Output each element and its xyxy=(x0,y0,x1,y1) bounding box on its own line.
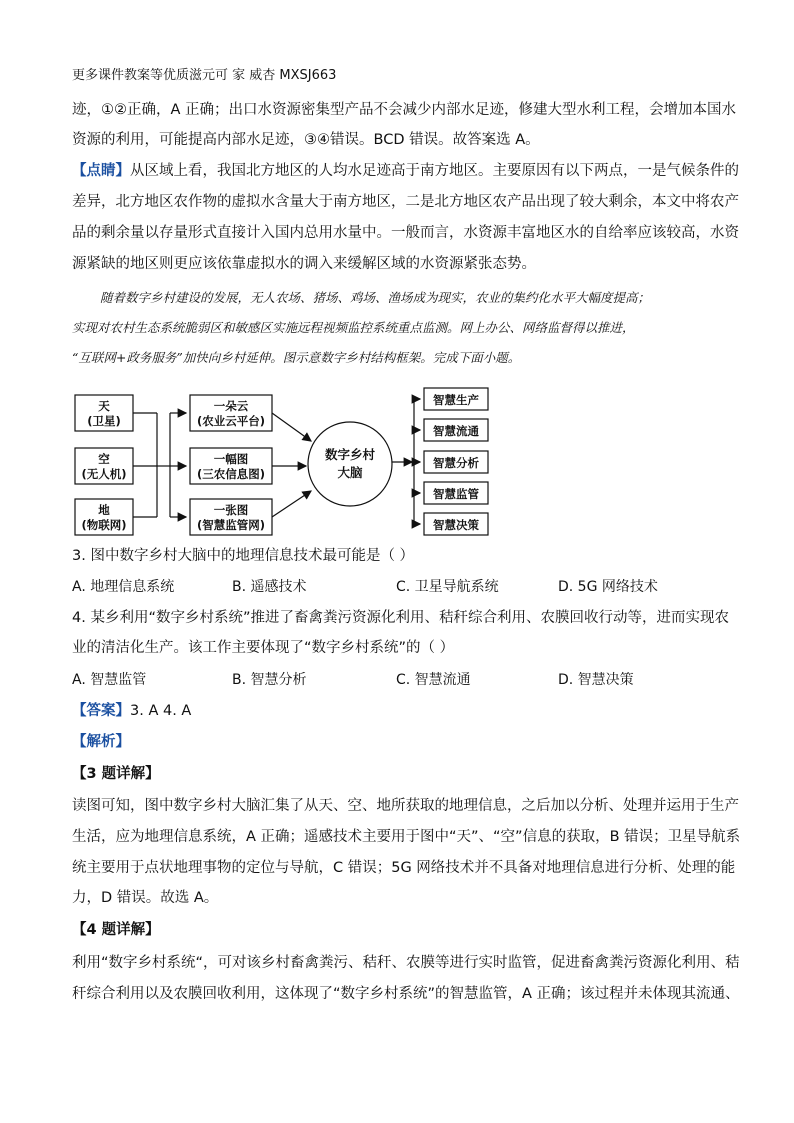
question-4-option: A. 智慧监管 xyxy=(72,672,147,688)
output-label: 智慧决策 xyxy=(433,518,479,532)
source-name: 地 xyxy=(98,503,110,517)
paragraph-line: 源紧缺的地区则更应该依靠虚拟水的调入来缓解区域的水资源紧张态势。 xyxy=(72,256,536,272)
paragraph-line: 迹，①②正确，A 正确；出口水资源密集型产品不会减少内部水足迹，修建大型水利工程，会增加本国水 xyxy=(72,102,737,118)
paragraph-line: 品的剩余量以存量形式直接计入国内总用水量中。一般而言，水资源丰富地区水的自给率应该较高，水资 xyxy=(72,225,739,241)
detail-3-title: 【3 题详解】 xyxy=(72,766,160,782)
output-label: 智慧流通 xyxy=(433,424,479,438)
middle-sub: (三农信息图) xyxy=(196,467,266,481)
structure-diagram xyxy=(0,383,794,543)
output-label: 智慧分析 xyxy=(433,456,479,470)
page-header: 更多课件教案等优质滋元可 家 威杏 MXSJ663 xyxy=(72,68,337,83)
detail-4-title: 【4 题详解】 xyxy=(72,922,160,938)
question-4-option: C. 智慧流通 xyxy=(396,672,471,688)
source-sub: (物联网) xyxy=(81,518,127,532)
source-sub: (无人机) xyxy=(81,467,127,481)
paragraph-line: 秆综合利用以及农膜回收利用，这体现了“数字乡村系统”的智慧监管，A 正确；该过程并未体现其流通、 xyxy=(72,986,740,1002)
intro-line: 随着数字乡村建设的发展，无人农场、猪场、鸡场、渔场成为现实，农业的集约化水平大幅度提高； xyxy=(100,290,651,305)
question-4-stem: 4. 某乡利用“数字乡村系统”推进了畜禽粪污资源化利用、秸秆综合利用、农膜回收行动等，进而实现农 xyxy=(72,610,729,626)
answer-text: 3. A 4. A xyxy=(130,703,192,719)
question-3-option: C. 卫星导航系统 xyxy=(396,579,499,595)
paragraph-line: 统主要用于点状地理事物的定位与导航，C 错误；5G 网络技术并不具备对地理信息进行分析、处理的能 xyxy=(72,860,736,876)
middle-name: 一幅图 xyxy=(213,452,249,466)
middle-sub: (智慧监管网) xyxy=(196,518,266,532)
paragraph-line: 读图可知，图中数字乡村大脑汇集了从天、空、地所获取的地理信息，之后加以分析、处理并运用于生产 xyxy=(72,798,739,814)
middle-name: 一朵云 xyxy=(213,399,249,413)
brain-label: 数字乡村 xyxy=(324,447,376,462)
brain-circle xyxy=(308,422,392,506)
brain-label: 大脑 xyxy=(337,465,363,480)
question-3-stem: 3. 图中数字乡村大脑中的地理信息技术最可能是（ ） xyxy=(72,548,415,564)
dianjing-text: 从区域上看，我国北方地区的人均水足迹高于南方地区。主要原因有以下两点，一是气候条件的 xyxy=(130,163,739,179)
question-3-option: B. 遥感技术 xyxy=(232,579,307,595)
dianjing-label: 【点睛】 xyxy=(72,163,130,179)
paragraph-line: 生活，应为地理信息系统，A 正确；遥感技术主要用于图中“天”、“空”信息的获取，B 错误；卫星导航系 xyxy=(72,829,741,845)
question-3-option: D. 5G 网络技术 xyxy=(558,579,658,595)
paragraph-line: 力，D 错误。故选 A。 xyxy=(72,890,219,906)
middle-name: 一张图 xyxy=(213,503,249,517)
intro-line: “互联网+政务服务”加快向乡村延伸。图示意数字乡村结构框架。完成下面小题。 xyxy=(72,350,521,365)
output-label: 智慧监管 xyxy=(433,487,479,501)
answer-label: 【答案】 xyxy=(72,703,130,719)
source-name: 空 xyxy=(98,452,110,466)
intro-line: 实现对农村生态系统脆弱区和敏感区实施远程视频监控系统重点监测。网上办公、网络监督得以推进， xyxy=(72,320,635,335)
middle-sub: (农业云平台) xyxy=(196,414,266,428)
question-4-option: B. 智慧分析 xyxy=(232,672,307,688)
question-4-option: D. 智慧决策 xyxy=(558,672,634,688)
dianjing-line xyxy=(72,161,739,181)
question-3-option: A. 地理信息系统 xyxy=(72,579,175,595)
output-label: 智慧生产 xyxy=(433,393,479,407)
source-name: 天 xyxy=(98,399,110,413)
paragraph-line: 资源的利用，可能提高内部水足迹，③④错误。BCD 错误。故答案选 A。 xyxy=(72,132,540,148)
question-4-stem: 业的清洁化生产。该工作主要体现了“数字乡村系统”的（ ） xyxy=(72,640,455,656)
answer-line xyxy=(72,701,191,721)
source-sub: (卫星) xyxy=(87,414,121,428)
paragraph-line: 利用“数字乡村系统“，可对该乡村畜禽粪污、秸秆、农膜等进行实时监管，促进畜禽粪污资源化利用、秸 xyxy=(72,955,740,971)
analysis-label: 【解析】 xyxy=(72,734,130,750)
paragraph-line: 差异，北方地区农作物的虚拟水含量大于南方地区，二是北方地区农产品出现了较大剩余，本文中将农产 xyxy=(72,194,739,210)
